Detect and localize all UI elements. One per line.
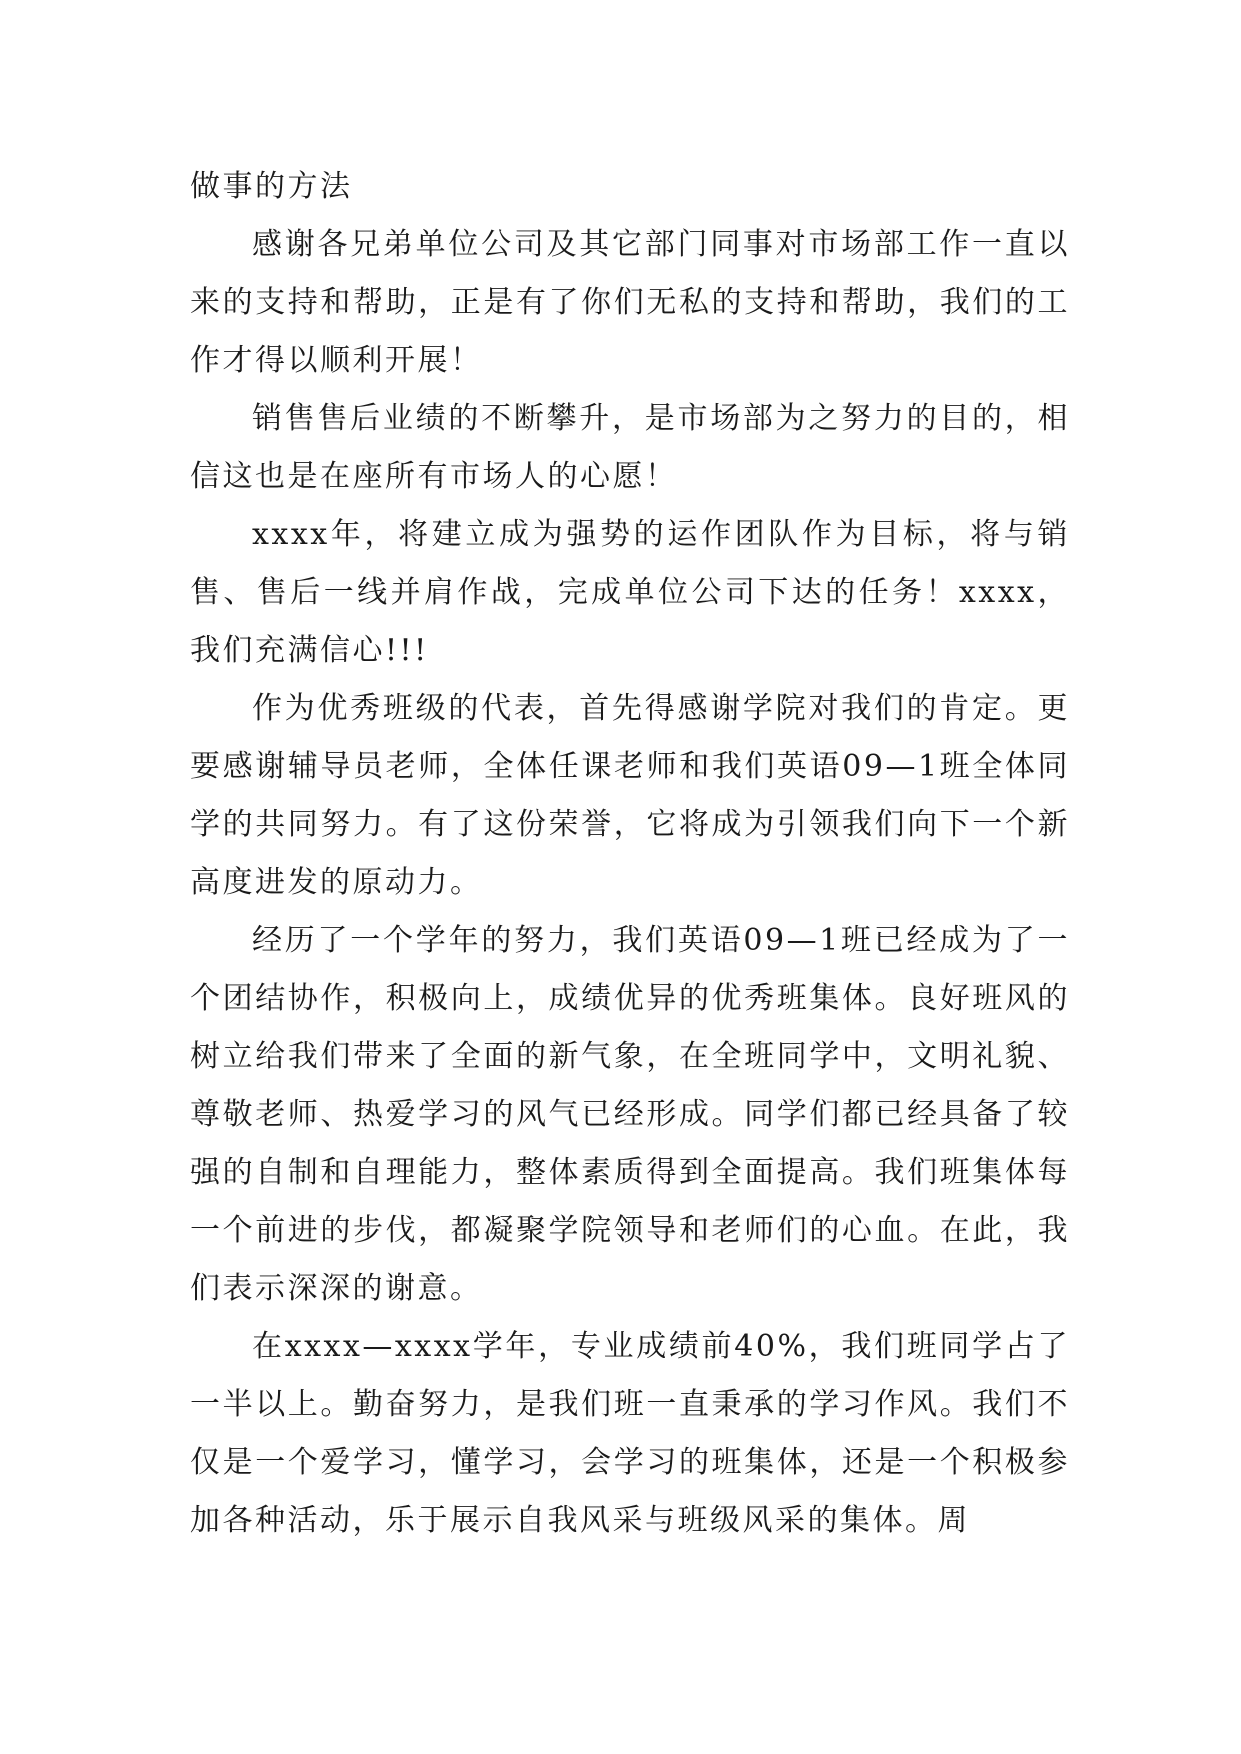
document-body	[190, 158, 1070, 1550]
paragraph-academic-results: 在xxxx—xxxx学年，专业成绩前40%，我们班同学占了一半以上。勤奋努力，是我们班一直秉承的学习作风。我们不仅是一个爱学习，懂学习，会学习的班集体，还是一个积极参加各种活动，乐于展示自我风采与班级风采的集体。周	[190, 1329, 1070, 1538]
paragraph-sales: 销售售后业绩的不断攀升，是市场部为之努力的目的，相信这也是在座所有市场人的心愿！	[190, 401, 1070, 494]
paragraph-thanks: 感谢各兄弟单位公司及其它部门同事对市场部工作一直以来的支持和帮助，正是有了你们无私的支持和帮助，我们的工作才得以顺利开展！	[190, 227, 1070, 378]
paragraph-goal: xxxx年，将建立成为强势的运作团队作为目标，将与销售、售后一线并肩作战，完成单位公司下达的任务！xxxx，我们充满信心!!!	[190, 517, 1070, 668]
paragraph-class-progress: 经历了一个学年的努力，我们英语09—1班已经成为了一个团结协作，积极向上，成绩优异的优秀班集体。良好班风的树立给我们带来了全面的新气象，在全班同学中，文明礼貌、尊敬老师、热爱学习的风气已经形成。同学们都已经具备了较强的自制和自理能力，整体素质得到全面提高。我们班集体每一个前进的步伐，都凝聚学院领导和老师们的心血。在此，我们表示深深的谢意。	[190, 923, 1070, 1306]
paragraph-heading: 做事的方法	[190, 169, 353, 204]
paragraph-class-representative: 作为优秀班级的代表，首先得感谢学院对我们的肯定。更要感谢辅导员老师，全体任课老师和我们英语09—1班全体同学的共同努力。有了这份荣誉，它将成为引领我们向下一个新高度进发的原动力。	[190, 691, 1070, 900]
